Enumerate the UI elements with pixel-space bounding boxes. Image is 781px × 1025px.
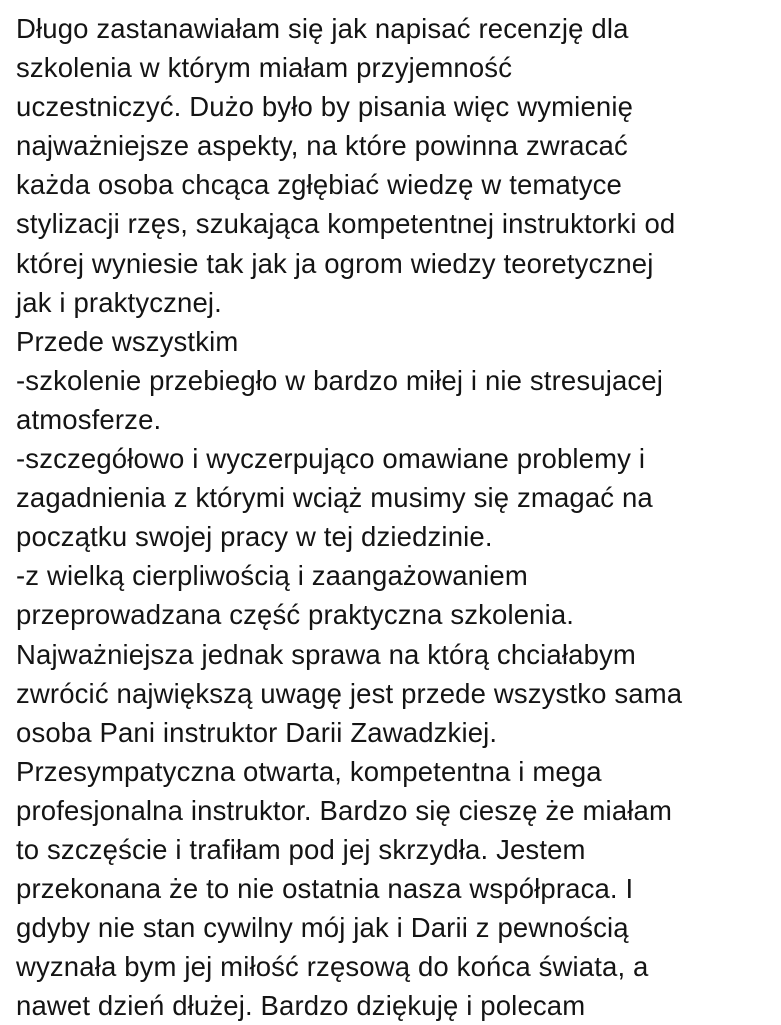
text-line: najważniejsze aspekty, na które powinna zwracać — [16, 130, 628, 162]
text-line: Przesympatyczna otwarta, kompetentna i mega — [16, 755, 602, 787]
text-line: -szkolenie przebiegło w bardzo miłej i nie stresujacej — [16, 364, 664, 396]
text-line: szkolenia w którym miałam przyjemność — [16, 52, 513, 84]
text-line: zagadnienia z którymi wciąż musimy się zmagać na — [16, 482, 653, 514]
text-line: Najważniejsza jednak sprawa na którą chciałabym — [16, 638, 636, 670]
text-line: jak i praktycznej. — [16, 286, 222, 318]
text-line: to szczęście i trafiłam pod jej skrzydła. Jestem — [16, 833, 586, 865]
text-line: stylizacji rzęs, szukająca kompetentnej instruktorki od — [16, 208, 676, 240]
text-line: początku swojej pracy w tej dziedzinie. — [16, 521, 493, 553]
text-line: -szczegółowo i wyczerpująco omawiane problemy i — [16, 443, 646, 475]
text-line: wyznała bym jej miłość rzęsową do końca świata, a — [16, 951, 649, 983]
text-line: atmosferze. — [16, 403, 162, 435]
text-line: osoba Pani instruktor Darii Zawadzkiej. — [16, 716, 498, 748]
text-line: Długo zastanawiałam się jak napisać recenzję dla — [16, 13, 629, 44]
text-line: przekonana że to nie ostatnia nasza współpraca. I — [16, 873, 634, 905]
text-line: każda osoba chcąca zgłębiać wiedzę w tematyce — [16, 169, 622, 201]
text-line: -z wielką cierpliwością i zaangażowaniem — [16, 560, 528, 592]
text-line: uczestniczyć. Dużo było by pisania więc wymienię — [16, 91, 634, 123]
text-line: gdyby nie stan cywilny mój jak i Darii z pewnością — [16, 912, 629, 944]
text-line: której wyniesie tak jak ja ogrom wiedzy teoretycznej — [16, 247, 654, 279]
review-post-text — [16, 9, 781, 1025]
text-line: nawet dzień dłużej. Bardzo dziękuję i polecam — [16, 990, 586, 1022]
text-line: zwrócić największą uwagę jest przede wszystko sama — [16, 677, 683, 709]
text-line: profesjonalna instruktor. Bardzo się cieszę że miałam — [16, 794, 673, 826]
text-line: Przede wszystkim — [16, 325, 239, 357]
text-line: przeprowadzana część praktyczna szkolenia. — [16, 599, 575, 631]
